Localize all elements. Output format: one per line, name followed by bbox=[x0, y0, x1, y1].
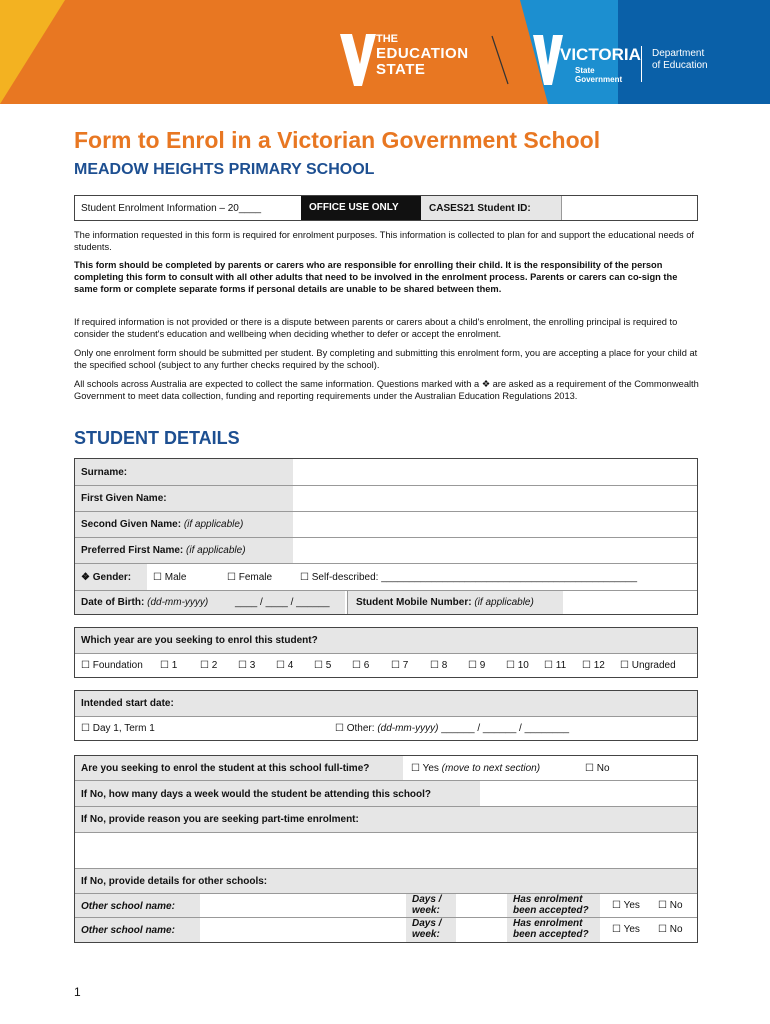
start-date-label: Intended start date: bbox=[81, 698, 174, 709]
logo-divider bbox=[641, 46, 642, 82]
enrolment-info-bar bbox=[74, 195, 698, 221]
accepted-label-cell bbox=[507, 918, 600, 942]
intro-paragraph-5: All schools across Australia are expected to collect the same information. Questions marked with a ❖ are asked as a requirement of the Commonwealth Government to meet data collection, funding and reporting requirements under the Australian Education Regulations 2013. bbox=[74, 379, 699, 401]
education-state-the: THE bbox=[376, 33, 398, 45]
accepted-yes-checkbox[interactable]: ☐ Yes bbox=[612, 900, 640, 911]
school-name: MEADOW HEIGHTS PRIMARY SCHOOL bbox=[74, 161, 375, 178]
dob-label: Date of Birth: bbox=[81, 597, 145, 608]
education-state-state: STATE bbox=[376, 61, 426, 78]
gender-label: ❖ Gender: bbox=[81, 572, 132, 583]
been-accepted-label: been accepted? bbox=[513, 929, 589, 940]
year-option-checkbox[interactable]: ☐ 10 bbox=[506, 660, 529, 671]
start-date-table bbox=[74, 690, 698, 741]
surname-label-cell bbox=[75, 459, 293, 485]
cases21-label: CASES21 Student ID: bbox=[429, 203, 531, 214]
victoria-wordmark: VICTORIA bbox=[560, 45, 641, 64]
mobile-label-cell bbox=[348, 591, 563, 614]
accepted-no-checkbox[interactable]: ☐ No bbox=[658, 924, 683, 935]
year-option-checkbox[interactable]: ☐ 7 bbox=[391, 660, 409, 671]
victoria-government: Government bbox=[575, 75, 623, 84]
has-enrolment-label: Has enrolment bbox=[513, 894, 583, 905]
header-banner bbox=[0, 0, 770, 104]
other-school-name-field[interactable] bbox=[201, 918, 406, 942]
other-date-field[interactable]: ______ / ______ / ________ bbox=[441, 723, 570, 734]
gender-female-checkbox[interactable]: ☐ Female bbox=[227, 572, 273, 583]
victoria-state: State bbox=[575, 66, 595, 75]
year-option-checkbox[interactable]: ☐ 9 bbox=[468, 660, 486, 671]
other-date-hint: (dd-mm-yyyy) bbox=[377, 723, 439, 734]
other-school-label-cell bbox=[75, 918, 200, 942]
mobile-hint: (if applicable) bbox=[474, 597, 534, 608]
victoria-v-icon bbox=[533, 35, 563, 85]
other-date-checkbox[interactable]: ☐ Other: bbox=[335, 723, 375, 734]
surname-field[interactable] bbox=[294, 459, 697, 485]
reason-question-cell bbox=[75, 807, 697, 832]
intro-paragraph-3: If required information is not provided or there is a dispute between parents or carers about a child's enrolment, the enrolling principal is required to consider the student's education and wellbeing when deciding whether to defer or accept the enrolment. bbox=[74, 317, 678, 339]
education-state-v-icon bbox=[340, 34, 376, 86]
other-schools-question: If No, provide details for other schools: bbox=[81, 876, 268, 887]
start-date-label-cell bbox=[75, 691, 697, 716]
department-line-1: Department bbox=[652, 48, 705, 59]
first-name-label: First Given Name: bbox=[81, 493, 167, 504]
row-divider bbox=[75, 563, 697, 564]
dob-hint: (dd-mm-yyyy) bbox=[147, 597, 209, 608]
year-option-checkbox[interactable]: ☐ 3 bbox=[238, 660, 256, 671]
first-name-field[interactable] bbox=[294, 486, 697, 511]
form-title: Form to Enrol in a Victorian Government School bbox=[74, 127, 601, 153]
year-option-checkbox[interactable]: ☐ Foundation bbox=[81, 660, 143, 671]
other-school-name-field[interactable] bbox=[201, 894, 406, 917]
fulltime-yes-checkbox[interactable]: ☐ Yes bbox=[411, 763, 439, 774]
days-label: Days / bbox=[412, 894, 442, 905]
days-question: If No, how many days a week would the student be attending this school? bbox=[81, 789, 432, 800]
days-per-week-field[interactable] bbox=[481, 781, 697, 806]
education-state-education: EDUCATION bbox=[376, 45, 469, 62]
second-name-label: Second Given Name: bbox=[81, 519, 182, 530]
intro-paragraph-4: Only one enrolment form should be submitted per student. By completing and submitting this enrolment form, you are accepting a place for your child at the specified school (subject to any further checks required by the school). bbox=[74, 348, 698, 370]
student-details-table bbox=[74, 458, 698, 615]
cases21-label-cell bbox=[421, 196, 561, 220]
banner-yellow-shape bbox=[0, 0, 65, 104]
fulltime-table bbox=[74, 755, 698, 943]
cases21-student-id-field[interactable] bbox=[562, 196, 697, 220]
second-name-label-cell bbox=[75, 512, 293, 537]
year-option-checkbox[interactable]: ☐ 1 bbox=[160, 660, 178, 671]
year-option-checkbox[interactable]: ☐ 11 bbox=[544, 660, 567, 671]
row-divider bbox=[75, 653, 697, 654]
week-label: week: bbox=[412, 905, 440, 916]
fulltime-question-cell bbox=[75, 756, 403, 780]
gender-male-checkbox[interactable]: ☐ Male bbox=[153, 572, 187, 583]
year-option-checkbox[interactable]: ☐ 5 bbox=[314, 660, 332, 671]
preferred-name-hint: (if applicable) bbox=[186, 545, 246, 556]
year-option-checkbox[interactable]: ☐ Ungraded bbox=[620, 660, 676, 671]
preferred-name-label: Preferred First Name: bbox=[81, 545, 184, 556]
fulltime-no-checkbox[interactable]: ☐ No bbox=[585, 763, 610, 774]
days-week-label-cell bbox=[406, 894, 456, 917]
mobile-field[interactable] bbox=[564, 591, 697, 614]
other-school-label: Other school name: bbox=[81, 925, 175, 936]
year-option-checkbox[interactable]: ☐ 4 bbox=[276, 660, 294, 671]
office-use-label: OFFICE USE ONLY bbox=[309, 202, 399, 213]
department-line-2: of Education bbox=[652, 60, 708, 71]
reason-question: If No, provide reason you are seeking part-time enrolment: bbox=[81, 814, 359, 825]
days-week-label-cell bbox=[406, 918, 456, 942]
been-accepted-label: been accepted? bbox=[513, 905, 589, 916]
year-option-checkbox[interactable]: ☐ 6 bbox=[352, 660, 370, 671]
gender-self-described-checkbox[interactable]: ☐ Self-described: ______________________________________________ bbox=[300, 572, 638, 583]
days-label: Days / bbox=[412, 918, 442, 929]
year-option-checkbox[interactable]: ☐ 2 bbox=[200, 660, 218, 671]
first-name-label-cell bbox=[75, 486, 293, 511]
reason-field[interactable] bbox=[75, 833, 697, 868]
other-date-option[interactable] bbox=[335, 723, 569, 734]
year-option-checkbox[interactable]: ☐ 8 bbox=[430, 660, 448, 671]
surname-label: Surname: bbox=[81, 467, 128, 478]
other-schools-question-cell bbox=[75, 869, 697, 893]
enrolment-info-label: Student Enrolment Information – 20____ bbox=[81, 203, 262, 214]
other-school-label-cell bbox=[75, 894, 200, 917]
dob-label-cell bbox=[75, 591, 345, 614]
days-week-field[interactable] bbox=[457, 894, 507, 917]
intro-paragraph-2: This form should be completed by parents or carers who are responsible for enrolling their child. It is the responsibility of the person completing this form to consult with all other adults that need to be involved in the enrolment process. Parents or carers can co-sign the same form or complete separate forms if personal details are unable to be shared between them. bbox=[74, 260, 678, 294]
intro-paragraph-1: The information requested in this form is required for enrolment purposes. This information is collected to plan for and support the educational needs of students. bbox=[74, 230, 694, 252]
second-name-hint: (if applicable) bbox=[183, 519, 244, 530]
accepted-yes-checkbox[interactable]: ☐ Yes bbox=[612, 924, 640, 935]
student-details-heading: STUDENT DETAILS bbox=[74, 428, 240, 448]
preferred-name-field[interactable] bbox=[294, 538, 697, 563]
gender-label-cell bbox=[75, 564, 147, 590]
year-level-table bbox=[74, 627, 698, 678]
year-option-checkbox[interactable]: ☐ 12 bbox=[582, 660, 605, 671]
preferred-name-label-cell bbox=[75, 538, 293, 563]
days-question-cell bbox=[75, 781, 480, 806]
fulltime-question: Are you seeking to enrol the student at this school full-time? bbox=[81, 763, 370, 774]
mobile-label: Student Mobile Number: bbox=[356, 597, 472, 608]
second-name-field[interactable] bbox=[294, 512, 697, 537]
fulltime-yes-option[interactable] bbox=[411, 763, 540, 774]
has-enrolment-label: Has enrolment bbox=[513, 918, 583, 929]
accepted-label-cell bbox=[507, 894, 600, 917]
dob-field[interactable]: ____ / ____ / ______ bbox=[235, 597, 330, 608]
week-label: week: bbox=[412, 929, 440, 940]
accepted-no-checkbox[interactable]: ☐ No bbox=[658, 900, 683, 911]
year-question: Which year are you seeking to enrol this student? bbox=[81, 635, 318, 646]
office-use-block bbox=[301, 196, 421, 220]
day1-term1-checkbox[interactable]: ☐ Day 1, Term 1 bbox=[81, 723, 155, 734]
page-number: 1 bbox=[74, 985, 81, 999]
education-state-slash-icon bbox=[490, 34, 510, 86]
days-week-field[interactable] bbox=[457, 918, 507, 942]
fulltime-yes-hint: (move to next section) bbox=[441, 763, 541, 774]
row-divider bbox=[75, 716, 697, 717]
year-question-cell bbox=[75, 628, 697, 653]
other-school-label: Other school name: bbox=[81, 901, 175, 912]
